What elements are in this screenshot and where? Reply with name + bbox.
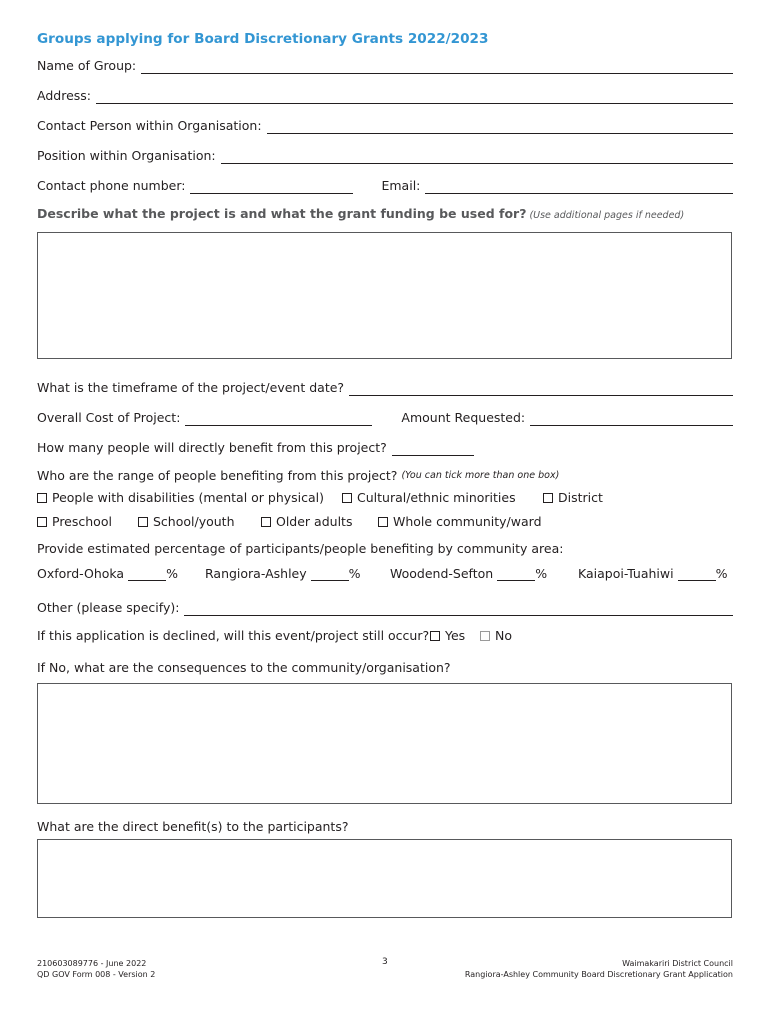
consequences-question-row bbox=[37, 656, 733, 676]
checkbox-whole-community[interactable] bbox=[378, 514, 542, 529]
area-name: Rangiora-Ashley bbox=[205, 566, 307, 581]
area-woodend-sefton bbox=[390, 566, 547, 581]
area-percent-field[interactable] bbox=[311, 567, 349, 581]
form-title: Groups applying for Board Discretionary Grants 2022/2023 bbox=[37, 31, 489, 47]
contact-person-label: Contact Person within Organisation: bbox=[37, 118, 262, 133]
contact-phone-field[interactable] bbox=[190, 180, 353, 194]
declined-row bbox=[37, 628, 733, 646]
range-question: Who are the range of people benefiting from this project? bbox=[37, 468, 398, 483]
footer-right bbox=[465, 958, 733, 980]
footer-left bbox=[37, 958, 155, 980]
checkbox-box[interactable] bbox=[480, 631, 490, 641]
timeframe-row bbox=[37, 376, 733, 396]
describe-note: (Use additional pages if needed) bbox=[529, 210, 685, 221]
checkbox-box[interactable] bbox=[261, 517, 271, 527]
cost-row bbox=[37, 406, 733, 426]
position-field[interactable] bbox=[221, 150, 733, 164]
footer-form-name: Rangiora-Ashley Community Board Discretionary Grant Application bbox=[464, 970, 733, 979]
name-of-group-row bbox=[37, 54, 733, 74]
footer-doc-number: 210603089776 - June 2022 bbox=[37, 959, 147, 968]
percent-unit: % bbox=[535, 566, 548, 581]
percent-unit: % bbox=[348, 566, 361, 581]
checkbox-preschool[interactable] bbox=[37, 514, 112, 529]
address-label: Address: bbox=[37, 88, 91, 103]
consequences-box[interactable] bbox=[37, 683, 732, 804]
declined-question: If this application is declined, will this event/project still occur? bbox=[37, 628, 430, 643]
percent-unit: % bbox=[166, 566, 178, 581]
contact-person-field[interactable] bbox=[267, 120, 733, 134]
area-name: Oxford-Ohoka bbox=[37, 566, 125, 581]
position-label: Position within Organisation: bbox=[37, 148, 216, 163]
benefits-question: What are the direct benefit(s) to the participants? bbox=[37, 819, 349, 834]
checkbox-district[interactable] bbox=[543, 490, 603, 505]
other-row bbox=[37, 596, 733, 616]
checkbox-school-youth[interactable] bbox=[138, 514, 235, 529]
area-oxford-ohoka bbox=[37, 566, 178, 581]
range-question-row bbox=[37, 464, 733, 484]
area-percent-field[interactable] bbox=[497, 567, 535, 581]
checkbox-label: No bbox=[495, 628, 512, 643]
percentage-question-row bbox=[37, 537, 733, 557]
position-row bbox=[37, 144, 733, 164]
checkbox-label: Yes bbox=[445, 628, 466, 643]
area-percent-field[interactable] bbox=[128, 567, 166, 581]
area-name: Woodend-Sefton bbox=[390, 566, 494, 581]
checkbox-box[interactable] bbox=[342, 493, 352, 503]
checkbox-box[interactable] bbox=[543, 493, 553, 503]
beneficiary-row-2 bbox=[37, 514, 733, 532]
amount-requested-label: Amount Requested: bbox=[401, 410, 526, 425]
checkbox-cultural-minorities[interactable] bbox=[342, 490, 516, 505]
area-name: Kaiapoi-Tuahiwi bbox=[578, 566, 674, 581]
percentage-question: Provide estimated percentage of participants/people benefiting by community area: bbox=[37, 541, 564, 556]
benefits-box[interactable] bbox=[37, 839, 732, 918]
benefits-question-row bbox=[37, 815, 733, 835]
address-field[interactable] bbox=[96, 90, 733, 104]
address-row bbox=[37, 84, 733, 104]
email-field[interactable] bbox=[425, 180, 733, 194]
area-kaiapoi-tuahiwi bbox=[578, 566, 728, 581]
project-description-box[interactable] bbox=[37, 232, 732, 359]
name-of-group-field[interactable] bbox=[141, 60, 733, 74]
timeframe-field[interactable] bbox=[349, 382, 733, 396]
contact-phone-label: Contact phone number: bbox=[37, 178, 186, 193]
how-many-field[interactable] bbox=[392, 442, 474, 456]
checkbox-label: Cultural/ethnic minorities bbox=[357, 490, 516, 505]
percent-unit: % bbox=[715, 566, 728, 581]
consequences-question: If No, what are the consequences to the community/organisation? bbox=[37, 660, 451, 675]
describe-question bbox=[37, 206, 684, 221]
beneficiary-row-1 bbox=[37, 490, 733, 508]
checkbox-box[interactable] bbox=[430, 631, 440, 641]
checkbox-disabilities[interactable] bbox=[37, 490, 324, 505]
checkbox-box[interactable] bbox=[37, 517, 47, 527]
phone-email-row bbox=[37, 174, 733, 194]
footer-council: Waimakariri District Council bbox=[622, 959, 733, 968]
range-note: (You can tick more than one box) bbox=[401, 470, 560, 481]
amount-requested-field[interactable] bbox=[530, 412, 733, 426]
checkbox-label: School/youth bbox=[153, 514, 235, 529]
checkbox-label: People with disabilities (mental or physical) bbox=[52, 490, 325, 505]
other-label: Other (please specify): bbox=[37, 600, 180, 615]
checkbox-label: Preschool bbox=[52, 514, 112, 529]
checkbox-label: Older adults bbox=[276, 514, 353, 529]
footer-form-version: QD GOV Form 008 - Version 2 bbox=[37, 970, 156, 979]
checkbox-older-adults[interactable] bbox=[261, 514, 352, 529]
how-many-row bbox=[37, 436, 733, 456]
timeframe-label: What is the timeframe of the project/event date? bbox=[37, 380, 345, 395]
email-label: Email: bbox=[381, 178, 421, 193]
contact-person-row bbox=[37, 114, 733, 134]
how-many-label: How many people will directly benefit from this project? bbox=[37, 440, 387, 455]
area-rangiora-ashley bbox=[205, 566, 361, 581]
page-number: 3 bbox=[382, 957, 388, 967]
checkbox-no[interactable] bbox=[480, 628, 512, 643]
overall-cost-field[interactable] bbox=[185, 412, 372, 426]
area-percent-field[interactable] bbox=[678, 567, 716, 581]
checkbox-box[interactable] bbox=[378, 517, 388, 527]
other-field[interactable] bbox=[184, 602, 733, 616]
checkbox-box[interactable] bbox=[37, 493, 47, 503]
overall-cost-label: Overall Cost of Project: bbox=[37, 410, 181, 425]
checkbox-label: District bbox=[558, 490, 603, 505]
name-of-group-label: Name of Group: bbox=[37, 58, 137, 73]
describe-question-text: Describe what the project is and what the grant funding be used for? bbox=[37, 206, 527, 221]
checkbox-label: Whole community/ward bbox=[393, 514, 542, 529]
checkbox-box[interactable] bbox=[138, 517, 148, 527]
checkbox-yes[interactable] bbox=[430, 628, 465, 643]
